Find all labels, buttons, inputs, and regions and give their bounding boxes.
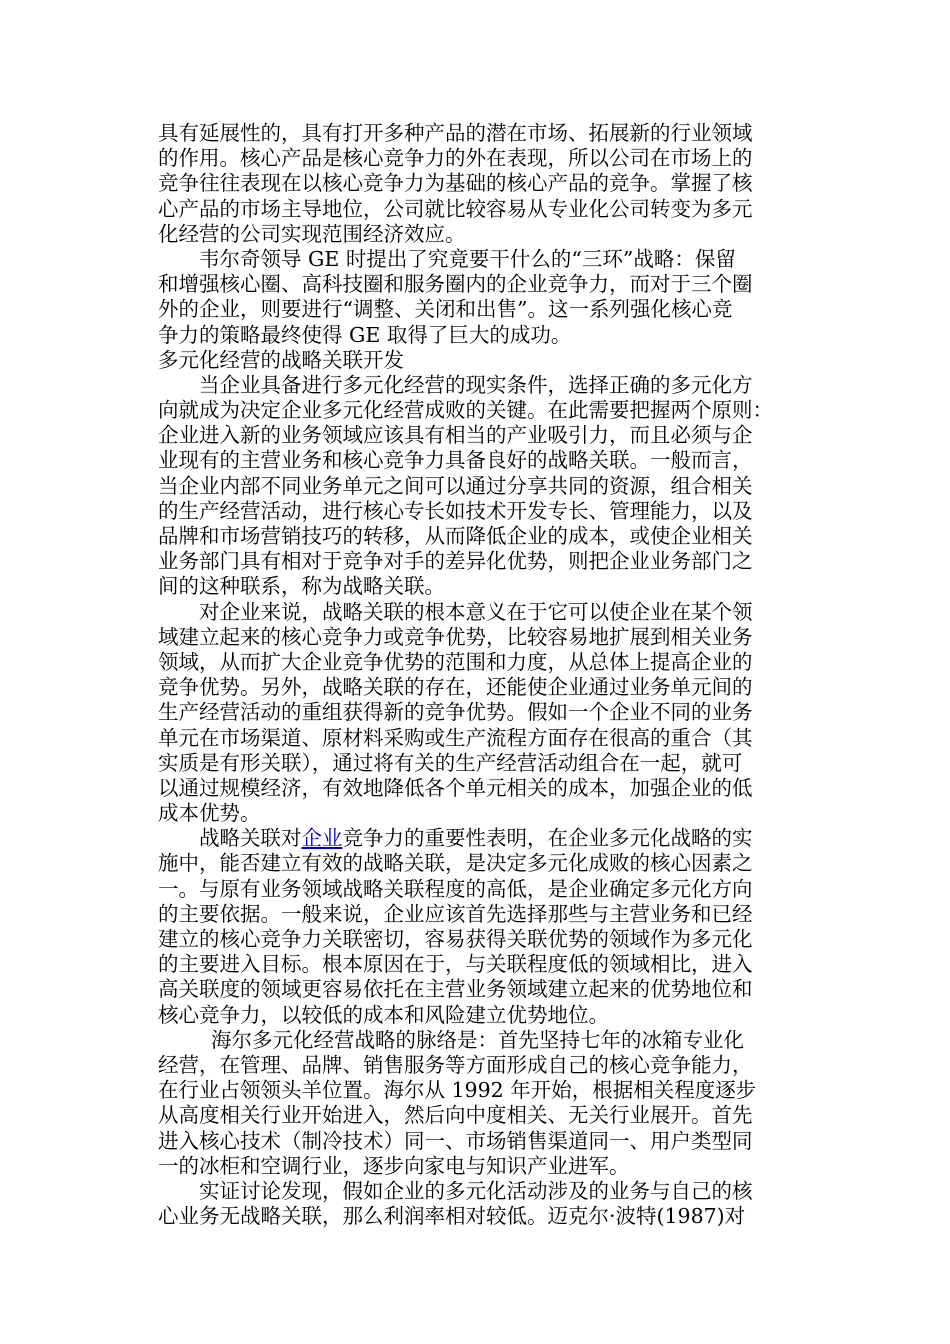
paragraph-4 [158, 600, 808, 827]
text-line: 单元在市场渠道、原材料采购或生产流程方面存在很高的重合（其 [158, 725, 753, 750]
text-line: 外的企业，则要进行“调整、关闭和出售”。这一系列强化核心竞 [158, 297, 733, 322]
text-line: 生产经营活动的重组获得新的竞争优势。假如一个企业不同的业务 [158, 700, 753, 725]
paragraph-1 [158, 121, 808, 247]
text-line: 以通过规模经济，有效地降低各个单元相关的成本，加强企业的低 [158, 775, 753, 800]
paragraph-3 [158, 373, 808, 600]
text-line: 争力的策略最终使得 GE 取得了巨大的成功。 [158, 322, 572, 347]
text-line: 的生产经营活动，进行核心专长如技术开发专长、管理能力，以及 [158, 498, 753, 523]
text-line: 和增强核心圈、高科技圈和服务圈内的企业竞争力，而对于三个圈 [158, 272, 753, 297]
text-line: 域建立起来的核心竞争力或竞争优势，比较容易地扩展到相关业务 [158, 624, 753, 649]
text-line: 成本优势。 [158, 801, 261, 826]
text-line: 具有延展性的，具有打开多种产品的潜在市场、拓展新的行业领域 [158, 121, 753, 145]
text-line: 海尔多元化经营战略的脉络是：首先坚持七年的冰箱专业化 [211, 1027, 744, 1052]
text-line: 核心竞争力，以较低的成本和风险建立优势地位。 [158, 1002, 609, 1027]
text-line: 的主要进入目标。根本原因在于，与关联程度低的领域相比，进入 [158, 952, 753, 977]
text-line: 领域，从而扩大企业竞争优势的范围和力度，从总体上提高企业的 [158, 649, 753, 674]
text-line: 的主要依据。一般来说，企业应该首先选择那些与主营业务和已经 [158, 901, 753, 926]
text-line: 进入核心技术（制冷技术）同一、市场销售渠道同一、用户类型同 [158, 1128, 753, 1153]
text-line: 企业进入新的业务领域应该具有相当的产业吸引力，而且必须与企 [158, 423, 753, 448]
text-line: 从高度相关行业开始进入，然后向中度相关、无关行业展开。首先 [158, 1103, 753, 1128]
text-line: 间的这种联系，称为战略关联。 [158, 574, 445, 599]
text-line: 化经营的公司实现范围经济效应。 [158, 221, 466, 246]
text-segment: 竞争力的重要性表明，在企业多元化战略的实 [342, 826, 753, 851]
text-line: 对企业来说，战略关联的根本意义在于它可以使企业在某个领 [199, 599, 753, 624]
text-line: 一的冰柜和空调行业，逐步向家电与知识产业进军。 [158, 1153, 630, 1178]
text-line: 施中，能否建立有效的战略关联，是决定多元化成败的核心因素之 [158, 851, 753, 876]
text-line: 品牌和市场营销技巧的转移，从而降低企业的成本，或使企业相关 [158, 524, 753, 548]
text-line: 向就成为决定企业多元化经营成败的关键。在此需要把握两个原则： [158, 398, 773, 423]
text-line: 高关联度的领域更容易依托在主营业务领域建立起来的优势地位和 [158, 977, 753, 1002]
text-line: 心业务无战略关联，那么利润率相对较低。迈克尔·波特(1987)对 [158, 1204, 746, 1229]
text-line [158, 826, 808, 851]
text-line: 竞争优势。另外，战略关联的存在，还能使企业通过业务单元间的 [158, 675, 753, 700]
text-line: 业务部门具有相对于竞争对手的差异化优势，则把企业业务部门之 [158, 549, 753, 574]
text-line: 韦尔奇领导 GE 时提出了究竟要干什么的“三环”战略：保留 [199, 246, 736, 271]
text-line: 当企业内部不同业务单元之间可以通过分享共同的资源，组合相关 [158, 473, 753, 498]
text-line: 在行业占领领头羊位置。海尔从 1992 年开始，根据相关程度逐步 [158, 1078, 757, 1103]
paragraph-7 [158, 1179, 808, 1229]
paragraph-5 [158, 826, 808, 1028]
paragraph-6 [158, 1028, 808, 1179]
text-line: 经营，在管理、品牌、销售服务等方面形成自己的核心竞争能力， [158, 1052, 753, 1077]
text-line: 当企业具备进行多元化经营的现实条件，选择正确的多元化方 [199, 372, 753, 397]
text-line: 一。与原有业务领域战略关联程度的高低，是企业确定多元化方向 [158, 876, 753, 901]
enterprise-link[interactable]: 企业 [301, 826, 343, 851]
text-line: 实质是有形关联），通过将有关的生产经营活动组合在一起，就可 [158, 750, 743, 775]
text-line: 实证讨论发现，假如企业的多元化活动涉及的业务与自己的核 [199, 1178, 753, 1203]
text-line: 竞争往往表现在以核心竞争力为基础的核心产品的竞争。掌握了核 [158, 171, 753, 196]
section-heading: 多元化经营的战略关联开发 [158, 347, 404, 372]
document-page [158, 121, 808, 1229]
text-line: 业现有的主营业务和核心竞争力具备良好的战略关联。一般而言， [158, 448, 753, 473]
text-line: 心产品的市场主导地位，公司就比较容易从专业化公司转变为多元 [158, 196, 753, 221]
text-line: 建立的核心竞争力关联密切，容易获得关联优势的领域作为多元化 [158, 927, 753, 951]
text-segment: 战略关联对 [199, 826, 302, 851]
paragraph-2 [158, 247, 808, 348]
text-line: 的作用。核心产品是核心竞争力的外在表现，所以公司在市场上的 [158, 146, 753, 171]
